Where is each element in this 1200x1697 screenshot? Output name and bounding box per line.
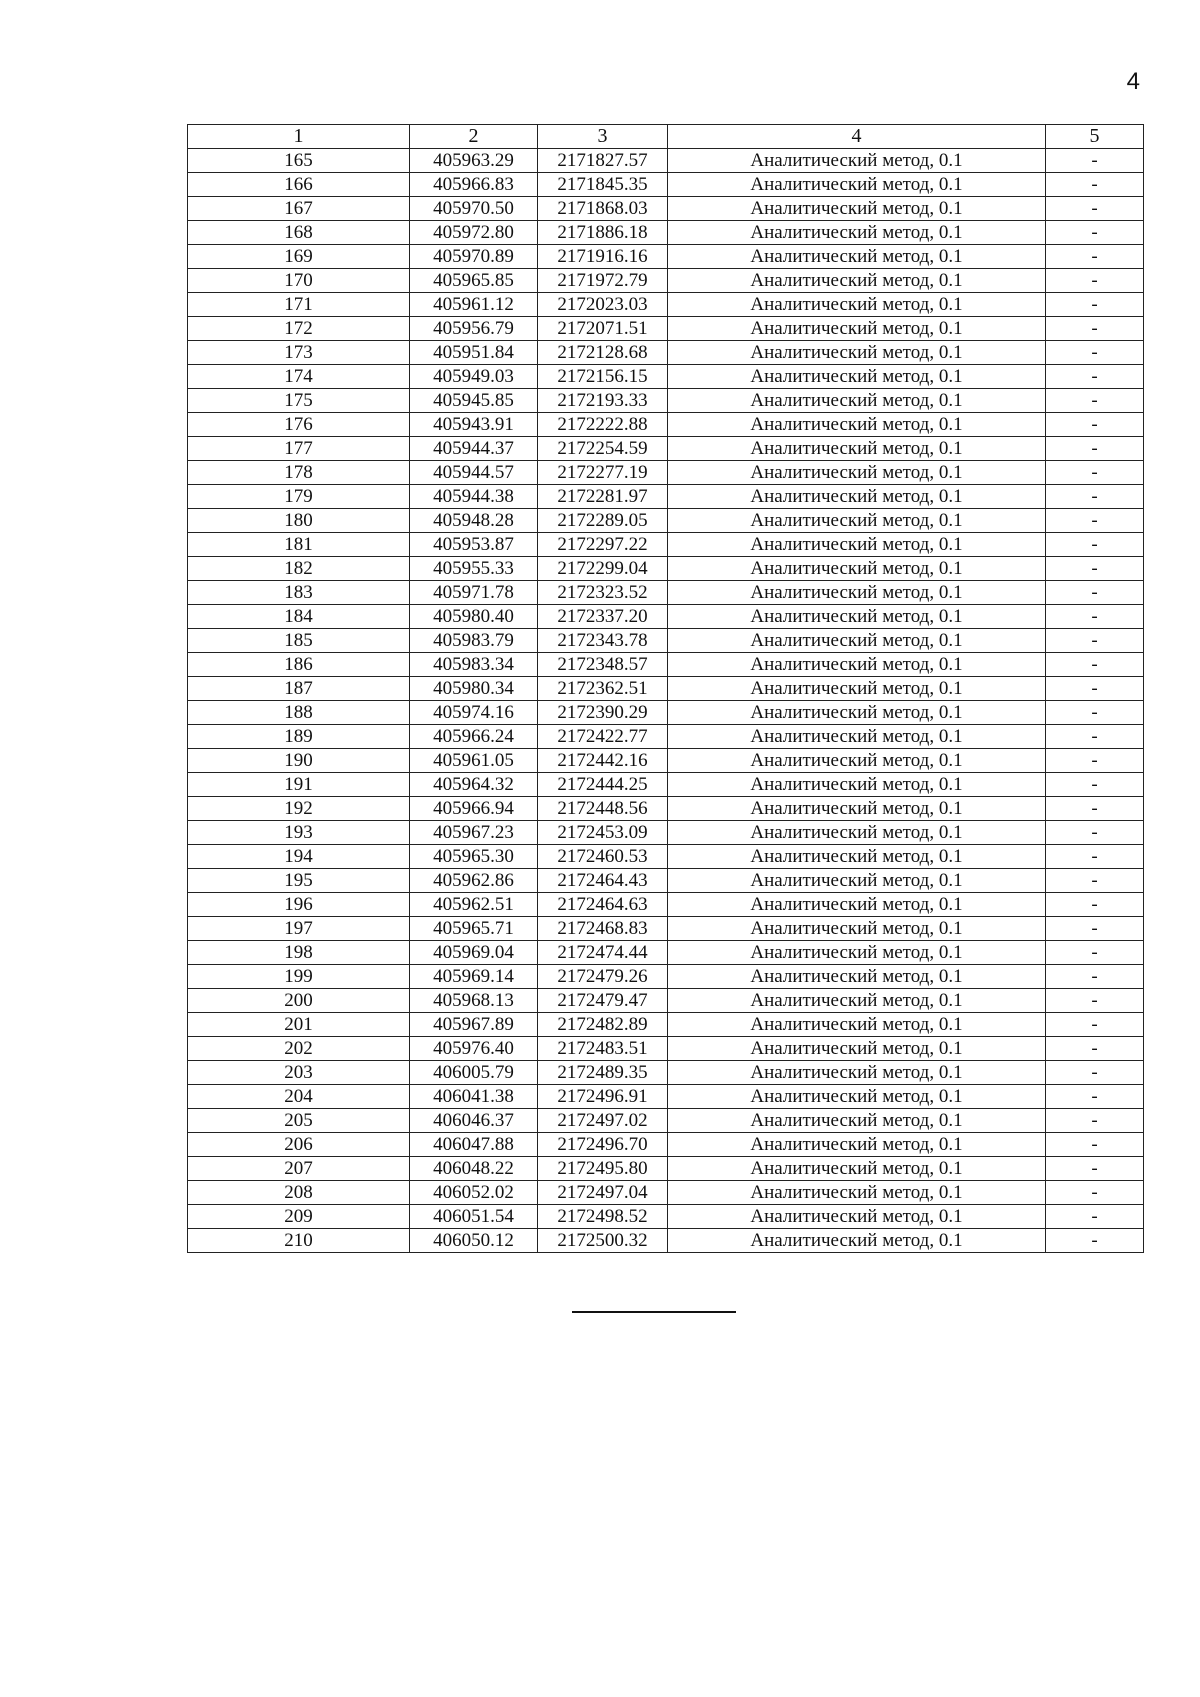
method-cell: Аналитический метод, 0.1 [668,1205,1046,1229]
table-row [188,749,1144,773]
table-row [188,293,1144,317]
note-cell: - [1046,629,1144,653]
table-row [188,197,1144,221]
x-coordinate-cell: 405965.30 [410,845,538,869]
note-cell: - [1046,413,1144,437]
point-number-cell: 201 [188,1013,410,1037]
x-coordinate-cell: 405944.37 [410,437,538,461]
method-cell: Аналитический метод, 0.1 [668,245,1046,269]
note-cell: - [1046,1109,1144,1133]
note-cell: - [1046,941,1144,965]
note-cell: - [1046,653,1144,677]
note-cell: - [1046,1061,1144,1085]
point-number-cell: 209 [188,1205,410,1229]
point-number-cell: 170 [188,269,410,293]
note-cell: - [1046,1037,1144,1061]
x-coordinate-cell: 405953.87 [410,533,538,557]
x-coordinate-cell: 406050.12 [410,1229,538,1253]
table-row [188,437,1144,461]
x-coordinate-cell: 406052.02 [410,1181,538,1205]
table-row [188,989,1144,1013]
y-coordinate-cell: 2172448.56 [538,797,668,821]
x-coordinate-cell: 405962.86 [410,869,538,893]
method-cell: Аналитический метод, 0.1 [668,437,1046,461]
point-number-cell: 206 [188,1133,410,1157]
note-cell: - [1046,461,1144,485]
y-coordinate-cell: 2172343.78 [538,629,668,653]
header-cell-1: 1 [188,125,410,149]
method-cell: Аналитический метод, 0.1 [668,173,1046,197]
method-cell: Аналитический метод, 0.1 [668,389,1046,413]
y-coordinate-cell: 2172464.63 [538,893,668,917]
y-coordinate-cell: 2172277.19 [538,461,668,485]
table-row [188,1133,1144,1157]
point-number-cell: 193 [188,821,410,845]
y-coordinate-cell: 2172422.77 [538,725,668,749]
x-coordinate-cell: 406047.88 [410,1133,538,1157]
method-cell: Аналитический метод, 0.1 [668,341,1046,365]
note-cell: - [1046,917,1144,941]
point-number-cell: 171 [188,293,410,317]
method-cell: Аналитический метод, 0.1 [668,533,1046,557]
method-cell: Аналитический метод, 0.1 [668,869,1046,893]
note-cell: - [1046,1181,1144,1205]
table-row [188,773,1144,797]
header-cell-5: 5 [1046,125,1144,149]
page-number: 4 [1126,68,1140,95]
y-coordinate-cell: 2172071.51 [538,317,668,341]
method-cell: Аналитический метод, 0.1 [668,1157,1046,1181]
table-row [188,1085,1144,1109]
x-coordinate-cell: 405965.85 [410,269,538,293]
note-cell: - [1046,989,1144,1013]
x-coordinate-cell: 405964.32 [410,773,538,797]
note-cell: - [1046,341,1144,365]
point-number-cell: 173 [188,341,410,365]
y-coordinate-cell: 2171886.18 [538,221,668,245]
method-cell: Аналитический метод, 0.1 [668,1061,1046,1085]
method-cell: Аналитический метод, 0.1 [668,1133,1046,1157]
x-coordinate-cell: 405951.84 [410,341,538,365]
y-coordinate-cell: 2172483.51 [538,1037,668,1061]
y-coordinate-cell: 2172497.04 [538,1181,668,1205]
table-row [188,869,1144,893]
x-coordinate-cell: 405966.94 [410,797,538,821]
x-coordinate-cell: 405948.28 [410,509,538,533]
method-cell: Аналитический метод, 0.1 [668,557,1046,581]
x-coordinate-cell: 405970.89 [410,245,538,269]
table-row [188,701,1144,725]
method-cell: Аналитический метод, 0.1 [668,269,1046,293]
table-row [188,317,1144,341]
x-coordinate-cell: 405956.79 [410,317,538,341]
x-coordinate-cell: 405983.79 [410,629,538,653]
point-number-cell: 166 [188,173,410,197]
note-cell: - [1046,581,1144,605]
point-number-cell: 208 [188,1181,410,1205]
note-cell: - [1046,365,1144,389]
point-number-cell: 174 [188,365,410,389]
note-cell: - [1046,845,1144,869]
method-cell: Аналитический метод, 0.1 [668,461,1046,485]
x-coordinate-cell: 405966.24 [410,725,538,749]
point-number-cell: 187 [188,677,410,701]
x-coordinate-cell: 405967.23 [410,821,538,845]
note-cell: - [1046,389,1144,413]
y-coordinate-cell: 2172222.88 [538,413,668,437]
table-row [188,1205,1144,1229]
table-row [188,389,1144,413]
y-coordinate-cell: 2172323.52 [538,581,668,605]
method-cell: Аналитический метод, 0.1 [668,149,1046,173]
y-coordinate-cell: 2172442.16 [538,749,668,773]
point-number-cell: 192 [188,797,410,821]
y-coordinate-cell: 2172500.32 [538,1229,668,1253]
table-row [188,845,1144,869]
x-coordinate-cell: 405944.57 [410,461,538,485]
point-number-cell: 202 [188,1037,410,1061]
method-cell: Аналитический метод, 0.1 [668,293,1046,317]
table-row [188,629,1144,653]
point-number-cell: 167 [188,197,410,221]
x-coordinate-cell: 405980.34 [410,677,538,701]
y-coordinate-cell: 2172299.04 [538,557,668,581]
method-cell: Аналитический метод, 0.1 [668,725,1046,749]
header-cell-2: 2 [410,125,538,149]
point-number-cell: 207 [188,1157,410,1181]
x-coordinate-cell: 405943.91 [410,413,538,437]
point-number-cell: 180 [188,509,410,533]
point-number-cell: 197 [188,917,410,941]
method-cell: Аналитический метод, 0.1 [668,365,1046,389]
y-coordinate-cell: 2172289.05 [538,509,668,533]
table-row [188,917,1144,941]
note-cell: - [1046,965,1144,989]
x-coordinate-cell: 405976.40 [410,1037,538,1061]
table-row [188,1061,1144,1085]
table-row [188,725,1144,749]
method-cell: Аналитический метод, 0.1 [668,1013,1046,1037]
header-cell-3: 3 [538,125,668,149]
method-cell: Аналитический метод, 0.1 [668,581,1046,605]
method-cell: Аналитический метод, 0.1 [668,821,1046,845]
point-number-cell: 186 [188,653,410,677]
table-row [188,341,1144,365]
point-number-cell: 169 [188,245,410,269]
y-coordinate-cell: 2172497.02 [538,1109,668,1133]
table-row [188,269,1144,293]
method-cell: Аналитический метод, 0.1 [668,485,1046,509]
note-cell: - [1046,437,1144,461]
table-row [188,821,1144,845]
table-row [188,1229,1144,1253]
y-coordinate-cell: 2172498.52 [538,1205,668,1229]
y-coordinate-cell: 2172453.09 [538,821,668,845]
point-number-cell: 200 [188,989,410,1013]
table-row [188,221,1144,245]
x-coordinate-cell: 405963.29 [410,149,538,173]
y-coordinate-cell: 2172444.25 [538,773,668,797]
y-coordinate-cell: 2172281.97 [538,485,668,509]
x-coordinate-cell: 405966.83 [410,173,538,197]
coordinates-table [187,124,1144,1253]
method-cell: Аналитический метод, 0.1 [668,1181,1046,1205]
method-cell: Аналитический метод, 0.1 [668,989,1046,1013]
table-row [188,557,1144,581]
table-row [188,965,1144,989]
x-coordinate-cell: 405970.50 [410,197,538,221]
method-cell: Аналитический метод, 0.1 [668,413,1046,437]
table-header [188,125,1144,149]
y-coordinate-cell: 2172254.59 [538,437,668,461]
table-body [188,149,1144,1253]
method-cell: Аналитический метод, 0.1 [668,1229,1046,1253]
note-cell: - [1046,1013,1144,1037]
method-cell: Аналитический метод, 0.1 [668,221,1046,245]
y-coordinate-cell: 2172496.91 [538,1085,668,1109]
note-cell: - [1046,269,1144,293]
x-coordinate-cell: 405972.80 [410,221,538,245]
point-number-cell: 177 [188,437,410,461]
note-cell: - [1046,533,1144,557]
method-cell: Аналитический метод, 0.1 [668,797,1046,821]
note-cell: - [1046,1205,1144,1229]
y-coordinate-cell: 2172489.35 [538,1061,668,1085]
point-number-cell: 189 [188,725,410,749]
note-cell: - [1046,197,1144,221]
x-coordinate-cell: 405955.33 [410,557,538,581]
note-cell: - [1046,485,1144,509]
point-number-cell: 205 [188,1109,410,1133]
table-row [188,365,1144,389]
y-coordinate-cell: 2172390.29 [538,701,668,725]
x-coordinate-cell: 405971.78 [410,581,538,605]
note-cell: - [1046,245,1144,269]
table-row [188,533,1144,557]
table-row [188,509,1144,533]
note-cell: - [1046,749,1144,773]
x-coordinate-cell: 405974.16 [410,701,538,725]
point-number-cell: 185 [188,629,410,653]
note-cell: - [1046,509,1144,533]
point-number-cell: 188 [188,701,410,725]
note-cell: - [1046,773,1144,797]
point-number-cell: 168 [188,221,410,245]
note-cell: - [1046,317,1144,341]
table-row [188,677,1144,701]
point-number-cell: 172 [188,317,410,341]
y-coordinate-cell: 2171916.16 [538,245,668,269]
method-cell: Аналитический метод, 0.1 [668,893,1046,917]
y-coordinate-cell: 2172482.89 [538,1013,668,1037]
method-cell: Аналитический метод, 0.1 [668,629,1046,653]
table-row [188,1109,1144,1133]
y-coordinate-cell: 2171827.57 [538,149,668,173]
point-number-cell: 204 [188,1085,410,1109]
note-cell: - [1046,677,1144,701]
table-row [188,245,1144,269]
x-coordinate-cell: 405961.12 [410,293,538,317]
note-cell: - [1046,1085,1144,1109]
x-coordinate-cell: 405969.14 [410,965,538,989]
method-cell: Аналитический метод, 0.1 [668,917,1046,941]
point-number-cell: 196 [188,893,410,917]
y-coordinate-cell: 2172193.33 [538,389,668,413]
table-row [188,1157,1144,1181]
method-cell: Аналитический метод, 0.1 [668,941,1046,965]
y-coordinate-cell: 2172496.70 [538,1133,668,1157]
note-cell: - [1046,797,1144,821]
x-coordinate-cell: 406046.37 [410,1109,538,1133]
table-row [188,653,1144,677]
table-row [188,1013,1144,1037]
point-number-cell: 165 [188,149,410,173]
note-cell: - [1046,293,1144,317]
point-number-cell: 178 [188,461,410,485]
method-cell: Аналитический метод, 0.1 [668,1085,1046,1109]
y-coordinate-cell: 2172362.51 [538,677,668,701]
y-coordinate-cell: 2172479.26 [538,965,668,989]
y-coordinate-cell: 2172128.68 [538,341,668,365]
x-coordinate-cell: 405969.04 [410,941,538,965]
table-row [188,941,1144,965]
table-row [188,605,1144,629]
x-coordinate-cell: 405983.34 [410,653,538,677]
note-cell: - [1046,149,1144,173]
y-coordinate-cell: 2172464.43 [538,869,668,893]
x-coordinate-cell: 406041.38 [410,1085,538,1109]
table-row [188,893,1144,917]
point-number-cell: 181 [188,533,410,557]
y-coordinate-cell: 2172495.80 [538,1157,668,1181]
point-number-cell: 194 [188,845,410,869]
point-number-cell: 184 [188,605,410,629]
header-row [188,125,1144,149]
x-coordinate-cell: 405968.13 [410,989,538,1013]
y-coordinate-cell: 2172479.47 [538,989,668,1013]
table-row [188,413,1144,437]
point-number-cell: 175 [188,389,410,413]
method-cell: Аналитический метод, 0.1 [668,1109,1046,1133]
x-coordinate-cell: 405945.85 [410,389,538,413]
x-coordinate-cell: 406048.22 [410,1157,538,1181]
x-coordinate-cell: 405961.05 [410,749,538,773]
note-cell: - [1046,725,1144,749]
x-coordinate-cell: 406051.54 [410,1205,538,1229]
method-cell: Аналитический метод, 0.1 [668,773,1046,797]
x-coordinate-cell: 405962.51 [410,893,538,917]
y-coordinate-cell: 2172156.15 [538,365,668,389]
point-number-cell: 176 [188,413,410,437]
point-number-cell: 183 [188,581,410,605]
table-row [188,581,1144,605]
x-coordinate-cell: 405949.03 [410,365,538,389]
note-cell: - [1046,701,1144,725]
y-coordinate-cell: 2171972.79 [538,269,668,293]
method-cell: Аналитический метод, 0.1 [668,197,1046,221]
table-row [188,173,1144,197]
note-cell: - [1046,221,1144,245]
y-coordinate-cell: 2171845.35 [538,173,668,197]
table-row [188,797,1144,821]
point-number-cell: 199 [188,965,410,989]
table-row [188,461,1144,485]
point-number-cell: 190 [188,749,410,773]
table-row [188,1037,1144,1061]
note-cell: - [1046,821,1144,845]
y-coordinate-cell: 2171868.03 [538,197,668,221]
x-coordinate-cell: 406005.79 [410,1061,538,1085]
table-row [188,485,1144,509]
point-number-cell: 195 [188,869,410,893]
method-cell: Аналитический метод, 0.1 [668,509,1046,533]
x-coordinate-cell: 405944.38 [410,485,538,509]
method-cell: Аналитический метод, 0.1 [668,677,1046,701]
point-number-cell: 179 [188,485,410,509]
point-number-cell: 191 [188,773,410,797]
x-coordinate-cell: 405967.89 [410,1013,538,1037]
point-number-cell: 210 [188,1229,410,1253]
note-cell: - [1046,893,1144,917]
method-cell: Аналитический метод, 0.1 [668,701,1046,725]
note-cell: - [1046,557,1144,581]
y-coordinate-cell: 2172348.57 [538,653,668,677]
method-cell: Аналитический метод, 0.1 [668,605,1046,629]
method-cell: Аналитический метод, 0.1 [668,845,1046,869]
method-cell: Аналитический метод, 0.1 [668,653,1046,677]
table-row [188,1181,1144,1205]
y-coordinate-cell: 2172474.44 [538,941,668,965]
note-cell: - [1046,1133,1144,1157]
note-cell: - [1046,1157,1144,1181]
y-coordinate-cell: 2172460.53 [538,845,668,869]
note-cell: - [1046,1229,1144,1253]
x-coordinate-cell: 405965.71 [410,917,538,941]
note-cell: - [1046,605,1144,629]
header-cell-4: 4 [668,125,1046,149]
method-cell: Аналитический метод, 0.1 [668,965,1046,989]
point-number-cell: 203 [188,1061,410,1085]
note-cell: - [1046,869,1144,893]
table-row [188,149,1144,173]
point-number-cell: 182 [188,557,410,581]
note-cell: - [1046,173,1144,197]
method-cell: Аналитический метод, 0.1 [668,749,1046,773]
method-cell: Аналитический метод, 0.1 [668,317,1046,341]
x-coordinate-cell: 405980.40 [410,605,538,629]
y-coordinate-cell: 2172023.03 [538,293,668,317]
point-number-cell: 198 [188,941,410,965]
y-coordinate-cell: 2172297.22 [538,533,668,557]
y-coordinate-cell: 2172337.20 [538,605,668,629]
y-coordinate-cell: 2172468.83 [538,917,668,941]
end-of-document-rule [572,1311,736,1313]
method-cell: Аналитический метод, 0.1 [668,1037,1046,1061]
